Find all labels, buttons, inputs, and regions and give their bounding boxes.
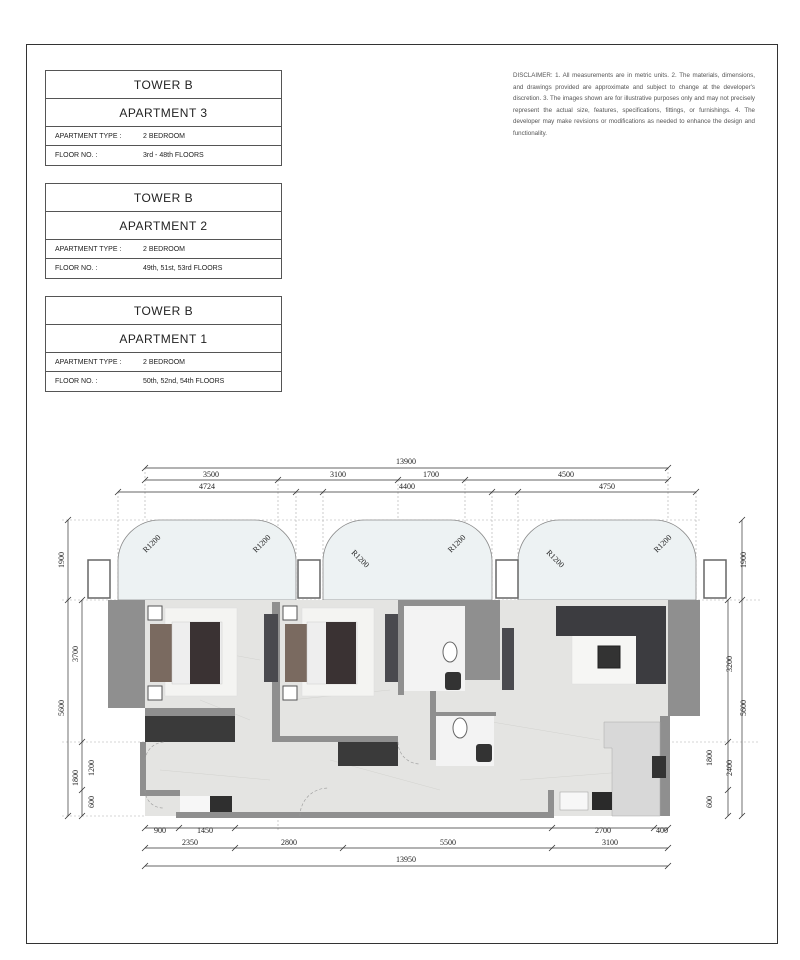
- bedroom-2-nightstand-top: [283, 606, 297, 620]
- living-tv-console: [502, 628, 514, 690]
- dim-left-5: 1800: [71, 770, 80, 786]
- toilet-secondary: [453, 718, 467, 738]
- kitchen-counter: [604, 722, 660, 816]
- balcony-glass: [118, 520, 696, 600]
- dim-bottom-4: 400: [656, 826, 668, 835]
- kitchen-oven: [592, 792, 612, 810]
- dim-left-6: 600: [87, 796, 96, 808]
- bedroom-1-headboard: [150, 624, 172, 682]
- dim-top-total: 13900: [396, 457, 416, 466]
- kitchen-appliance: [652, 756, 666, 778]
- dim-right-4: 1800: [705, 750, 714, 766]
- dim-left-4: 1200: [87, 760, 96, 776]
- radius-label: R1200: [349, 548, 372, 570]
- card-type-value: 2 BEDROOM: [143, 132, 186, 140]
- bedroom-2-wardrobe: [338, 742, 398, 766]
- bedroom-2-nightstand-bottom: [283, 686, 297, 700]
- card-type-value: 2 BEDROOM: [143, 358, 186, 366]
- bedroom-1-nightstand-bottom: [148, 686, 162, 700]
- dim-bottom-5: 2350: [182, 838, 198, 847]
- card-type-value: 2 BEDROOM: [143, 245, 186, 253]
- card-tower: TOWER B: [46, 184, 281, 212]
- card-floor-label: FLOOR NO. :: [55, 152, 98, 159]
- bedroom-1-wardrobe: [145, 716, 235, 742]
- radius-label: R1200: [544, 548, 567, 570]
- dim-bottom-7: 5500: [440, 838, 456, 847]
- dim-right-3: 5600: [739, 700, 748, 716]
- dim-right-6: 600: [705, 796, 714, 808]
- card-apartment: APARTMENT 2: [46, 212, 281, 240]
- bedroom-1-bedspread: [190, 622, 220, 684]
- dim-bottom-8: 3100: [602, 838, 618, 847]
- card-apartment: APARTMENT 1: [46, 325, 281, 353]
- card-floor-value: 49th, 51st, 53rd FLOORS: [143, 265, 223, 272]
- dim-bottom-1: 900: [154, 826, 166, 835]
- coffee-table: [598, 646, 620, 668]
- card-floor-value: 3rd - 48th FLOORS: [143, 152, 204, 159]
- card-type-label: APARTMENT TYPE :: [55, 245, 122, 253]
- radius-label: R1200: [251, 532, 273, 555]
- bedroom-2-tv-console: [385, 614, 398, 682]
- dim-right-2: 3200: [725, 656, 734, 672]
- dim-top-4: 4500: [558, 470, 574, 479]
- card-apartment: APARTMENT 3: [46, 99, 281, 127]
- dim-left-2: 3700: [71, 646, 80, 662]
- dim-bottom-3: 2700: [595, 826, 611, 835]
- dim-top-1: 3500: [203, 470, 219, 479]
- washbasin-main: [445, 672, 461, 690]
- dim-top-2: 3100: [330, 470, 346, 479]
- card-tower: TOWER B: [46, 297, 281, 325]
- card-type-label: APARTMENT TYPE :: [55, 132, 122, 140]
- dim-top-7: 4750: [599, 482, 615, 491]
- dim-bottom-6: 2800: [281, 838, 297, 847]
- dim-right-1: 1900: [739, 552, 748, 568]
- card-floor-label: FLOOR NO. :: [55, 265, 98, 272]
- dim-top-6: 4400: [399, 482, 415, 491]
- card-floor-label: FLOOR NO. :: [55, 378, 98, 385]
- washbasin-secondary: [476, 744, 492, 762]
- washing-machine: [210, 796, 232, 812]
- card-tower: TOWER B: [46, 71, 281, 99]
- dim-left-1: 1900: [57, 552, 66, 568]
- radius-label: R1200: [446, 532, 468, 555]
- dim-top-3: 1700: [423, 470, 439, 479]
- radius-label: R1200: [652, 532, 674, 555]
- bedroom-2-headboard: [285, 624, 307, 682]
- dim-top-5: 4724: [199, 482, 215, 491]
- radius-label: R1200: [141, 532, 163, 555]
- card-floor-value: 50th, 52nd, 54th FLOORS: [143, 378, 225, 385]
- bedroom-1-tv-console: [264, 614, 278, 682]
- bedroom-1-nightstand-top: [148, 606, 162, 620]
- dim-right-5: 2400: [725, 760, 734, 776]
- dim-left-3: 5600: [57, 700, 66, 716]
- dim-bottom-total: 13950: [396, 855, 416, 864]
- card-type-label: APARTMENT TYPE :: [55, 358, 122, 366]
- dim-bottom-2: 1450: [197, 826, 213, 835]
- disclaimer-text: DISCLAIMER: 1. All measurements are in metric units. 2. The materials, dimensions, and drawings provided are approximate and subject to change at the developer's discretion. 3. The images shown are for illustrative purposes only and may not precisely represent the actual size, features, specifications, fittings, or furnishings. 4. The developer may make revisions or modifications as needed to enhance the design and functionality.: [513, 72, 755, 137]
- toilet-main: [443, 642, 457, 662]
- bedroom-2-bedspread: [326, 622, 356, 684]
- kitchen-sink: [560, 792, 588, 810]
